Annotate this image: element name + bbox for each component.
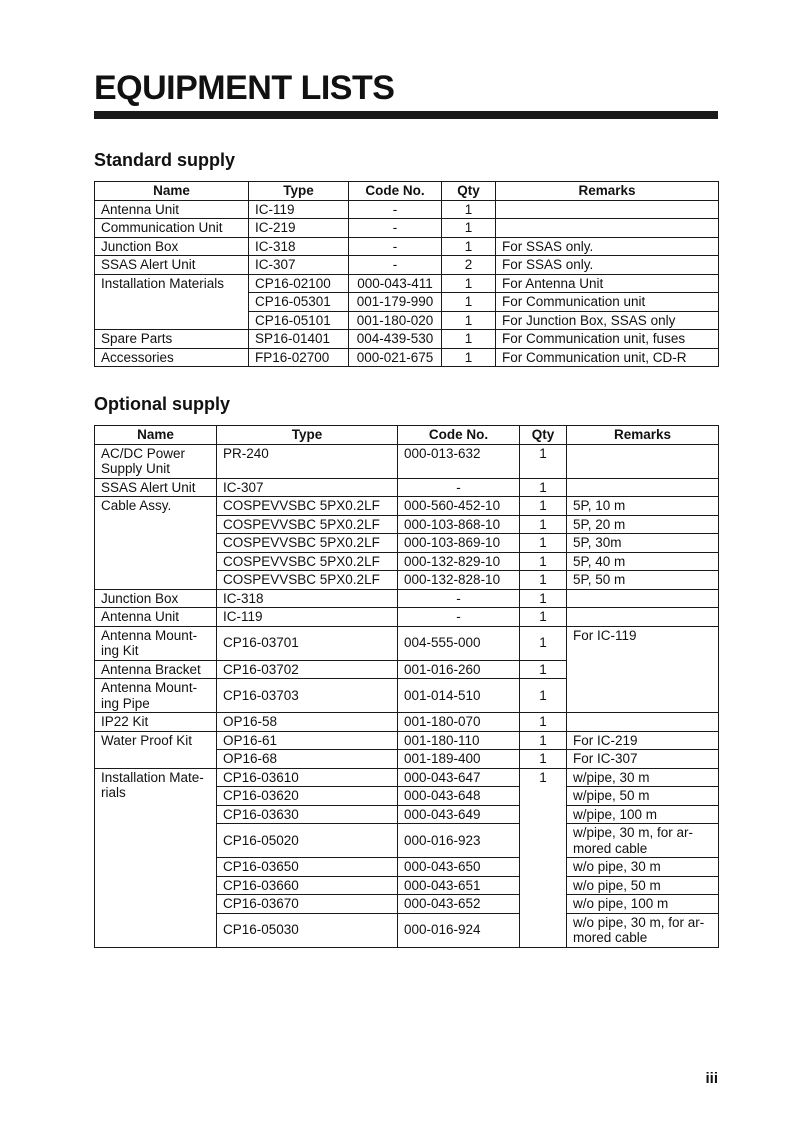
table-row: [95, 497, 719, 516]
remarks-cell: For SSAS only.: [496, 237, 719, 256]
qty-cell: 1: [520, 534, 567, 553]
remarks-cell: For IC-119: [567, 626, 719, 713]
remarks-cell: [496, 200, 719, 219]
code-cell: 004-439-530: [349, 330, 442, 349]
code-cell: 001-014-510: [398, 679, 520, 713]
qty-cell: 1: [442, 293, 496, 312]
type-cell: IC-119: [249, 200, 349, 219]
column-header-remarks: Remarks: [567, 426, 719, 445]
code-cell: 000-021-675: [349, 348, 442, 367]
table-row: [95, 237, 719, 256]
code-cell: 000-016-923: [398, 824, 520, 858]
code-cell: 000-043-652: [398, 895, 520, 914]
remarks-cell: w/o pipe, 50 m: [567, 876, 719, 895]
qty-cell: 1: [520, 608, 567, 627]
remarks-cell: [496, 219, 719, 238]
type-cell: CP16-05020: [217, 824, 398, 858]
type-cell: CP16-03620: [217, 787, 398, 806]
type-cell: OP16-58: [217, 713, 398, 732]
code-cell: 000-013-632: [398, 444, 520, 478]
type-cell: SP16-01401: [249, 330, 349, 349]
column-header-name: Name: [95, 426, 217, 445]
column-header-name: Name: [95, 182, 249, 201]
remarks-cell: w/pipe, 100 m: [567, 805, 719, 824]
type-cell: IC-318: [217, 589, 398, 608]
code-cell: 000-043-650: [398, 858, 520, 877]
code-cell: 000-103-868-10: [398, 515, 520, 534]
name-cell: Accessories: [95, 348, 249, 367]
remarks-cell: 5P, 30m: [567, 534, 719, 553]
type-cell: CP16-03701: [217, 626, 398, 660]
type-cell: CP16-03650: [217, 858, 398, 877]
code-cell: 001-179-990: [349, 293, 442, 312]
remarks-cell: [567, 589, 719, 608]
column-header-type: Type: [249, 182, 349, 201]
column-header-code: Code No.: [349, 182, 442, 201]
code-cell: -: [398, 478, 520, 497]
type-cell: IC-307: [249, 256, 349, 275]
standard-supply-table: [94, 181, 719, 367]
qty-cell: 1: [442, 330, 496, 349]
code-cell: 000-132-829-10: [398, 552, 520, 571]
qty-cell: 1: [520, 679, 567, 713]
name-cell: Spare Parts: [95, 330, 249, 349]
remarks-cell: For Communication unit, fuses: [496, 330, 719, 349]
name-cell: Cable Assy.: [95, 497, 217, 590]
table-row: [95, 444, 719, 478]
type-cell: CP16-02100: [249, 274, 349, 293]
title-rule: [94, 111, 718, 119]
name-cell: Antenna Mount-ing Pipe: [95, 679, 217, 713]
table-row: [95, 330, 719, 349]
type-cell: COSPEVVSBC 5PX0.2LF: [217, 534, 398, 553]
code-cell: 001-180-070: [398, 713, 520, 732]
table-row: [95, 608, 719, 627]
code-cell: -: [349, 256, 442, 275]
code-cell: 001-180-020: [349, 311, 442, 330]
code-cell: 000-043-649: [398, 805, 520, 824]
table-row: [95, 713, 719, 732]
code-cell: -: [349, 219, 442, 238]
code-cell: 000-043-647: [398, 768, 520, 787]
name-cell: SSAS Alert Unit: [95, 478, 217, 497]
table-row: [95, 731, 719, 750]
table-row: [95, 348, 719, 367]
remarks-cell: 5P, 20 m: [567, 515, 719, 534]
qty-cell: 1: [520, 713, 567, 732]
type-cell: CP16-03670: [217, 895, 398, 914]
page-title: EQUIPMENT LISTS: [94, 69, 395, 107]
standard-supply-heading: Standard supply: [94, 150, 236, 170]
remarks-cell: [567, 608, 719, 627]
remarks-cell: w/o pipe, 30 m: [567, 858, 719, 877]
table-row: [95, 219, 719, 238]
optional-supply-table: [94, 425, 719, 948]
name-cell: Communication Unit: [95, 219, 249, 238]
column-header-qty: Qty: [442, 182, 496, 201]
code-cell: 000-043-648: [398, 787, 520, 806]
remarks-cell: w/o pipe, 100 m: [567, 895, 719, 914]
type-cell: OP16-68: [217, 750, 398, 769]
name-cell: Antenna Mount-ing Kit: [95, 626, 217, 660]
remarks-cell: [567, 478, 719, 497]
page-number: iii: [705, 1070, 718, 1087]
type-cell: IC-219: [249, 219, 349, 238]
remarks-cell: For SSAS only.: [496, 256, 719, 275]
type-cell: CP16-05101: [249, 311, 349, 330]
name-cell: IP22 Kit: [95, 713, 217, 732]
qty-cell: 1: [520, 660, 567, 679]
qty-cell: 1: [520, 571, 567, 590]
name-cell: Antenna Unit: [95, 608, 217, 627]
type-cell: IC-307: [217, 478, 398, 497]
type-cell: COSPEVVSBC 5PX0.2LF: [217, 515, 398, 534]
table-row: [95, 589, 719, 608]
type-cell: PR-240: [217, 444, 398, 478]
table-row: [95, 768, 719, 787]
code-cell: 001-189-400: [398, 750, 520, 769]
type-cell: IC-119: [217, 608, 398, 627]
name-cell: Installation Mate-rials: [95, 768, 217, 947]
column-header-remarks: Remarks: [496, 182, 719, 201]
type-cell: COSPEVVSBC 5PX0.2LF: [217, 497, 398, 516]
column-header-code: Code No.: [398, 426, 520, 445]
qty-cell: 1: [442, 348, 496, 367]
qty-cell: 1: [520, 768, 567, 947]
type-cell: CP16-03610: [217, 768, 398, 787]
name-cell: Junction Box: [95, 589, 217, 608]
table-row: [95, 478, 719, 497]
remarks-cell: w/pipe, 50 m: [567, 787, 719, 806]
code-cell: 001-180-110: [398, 731, 520, 750]
table-header-row: [95, 182, 719, 201]
name-cell: AC/DC Power Supply Unit: [95, 444, 217, 478]
code-cell: 004-555-000: [398, 626, 520, 660]
remarks-cell: 5P, 40 m: [567, 552, 719, 571]
table-row: [95, 626, 719, 660]
remarks-cell: [567, 713, 719, 732]
name-cell: Water Proof Kit: [95, 731, 217, 768]
code-cell: 000-043-411: [349, 274, 442, 293]
table-header-row: [95, 426, 719, 445]
qty-cell: 2: [442, 256, 496, 275]
code-cell: 000-016-924: [398, 913, 520, 947]
qty-cell: 1: [520, 497, 567, 516]
qty-cell: 1: [442, 237, 496, 256]
table-row: [95, 200, 719, 219]
remarks-cell: [567, 444, 719, 478]
type-cell: CP16-05301: [249, 293, 349, 312]
code-cell: -: [398, 589, 520, 608]
table-row: [95, 274, 719, 293]
code-cell: -: [398, 608, 520, 627]
code-cell: 000-560-452-10: [398, 497, 520, 516]
qty-cell: 1: [520, 589, 567, 608]
qty-cell: 1: [442, 219, 496, 238]
remarks-cell: For IC-219: [567, 731, 719, 750]
qty-cell: 1: [442, 274, 496, 293]
remarks-cell: 5P, 10 m: [567, 497, 719, 516]
code-cell: 001-016-260: [398, 660, 520, 679]
name-cell: Junction Box: [95, 237, 249, 256]
optional-supply-heading: Optional supply: [94, 394, 231, 414]
type-cell: CP16-03630: [217, 805, 398, 824]
type-cell: OP16-61: [217, 731, 398, 750]
remarks-cell: w/pipe, 30 m, for ar-mored cable: [567, 824, 719, 858]
table-row: [95, 256, 719, 275]
remarks-cell: For Junction Box, SSAS only: [496, 311, 719, 330]
name-cell: Antenna Bracket: [95, 660, 217, 679]
type-cell: CP16-03660: [217, 876, 398, 895]
qty-cell: 1: [520, 626, 567, 660]
code-cell: -: [349, 200, 442, 219]
type-cell: CP16-03703: [217, 679, 398, 713]
type-cell: CP16-03702: [217, 660, 398, 679]
qty-cell: 1: [520, 731, 567, 750]
qty-cell: 1: [520, 478, 567, 497]
type-cell: CP16-05030: [217, 913, 398, 947]
remarks-cell: w/pipe, 30 m: [567, 768, 719, 787]
type-cell: COSPEVVSBC 5PX0.2LF: [217, 571, 398, 590]
qty-cell: 1: [520, 515, 567, 534]
type-cell: IC-318: [249, 237, 349, 256]
code-cell: 000-043-651: [398, 876, 520, 895]
name-cell: Installation Materials: [95, 274, 249, 330]
type-cell: COSPEVVSBC 5PX0.2LF: [217, 552, 398, 571]
name-cell: Antenna Unit: [95, 200, 249, 219]
qty-cell: 1: [442, 200, 496, 219]
name-cell: SSAS Alert Unit: [95, 256, 249, 275]
column-header-qty: Qty: [520, 426, 567, 445]
type-cell: FP16-02700: [249, 348, 349, 367]
remarks-cell: For IC-307: [567, 750, 719, 769]
remarks-cell: w/o pipe, 30 m, for ar-mored cable: [567, 913, 719, 947]
remarks-cell: 5P, 50 m: [567, 571, 719, 590]
qty-cell: 1: [520, 750, 567, 769]
column-header-type: Type: [217, 426, 398, 445]
qty-cell: 1: [442, 311, 496, 330]
qty-cell: 1: [520, 552, 567, 571]
code-cell: -: [349, 237, 442, 256]
remarks-cell: For Communication unit, CD-R: [496, 348, 719, 367]
qty-cell: 1: [520, 444, 567, 478]
code-cell: 000-132-828-10: [398, 571, 520, 590]
remarks-cell: For Antenna Unit: [496, 274, 719, 293]
code-cell: 000-103-869-10: [398, 534, 520, 553]
remarks-cell: For Communication unit: [496, 293, 719, 312]
